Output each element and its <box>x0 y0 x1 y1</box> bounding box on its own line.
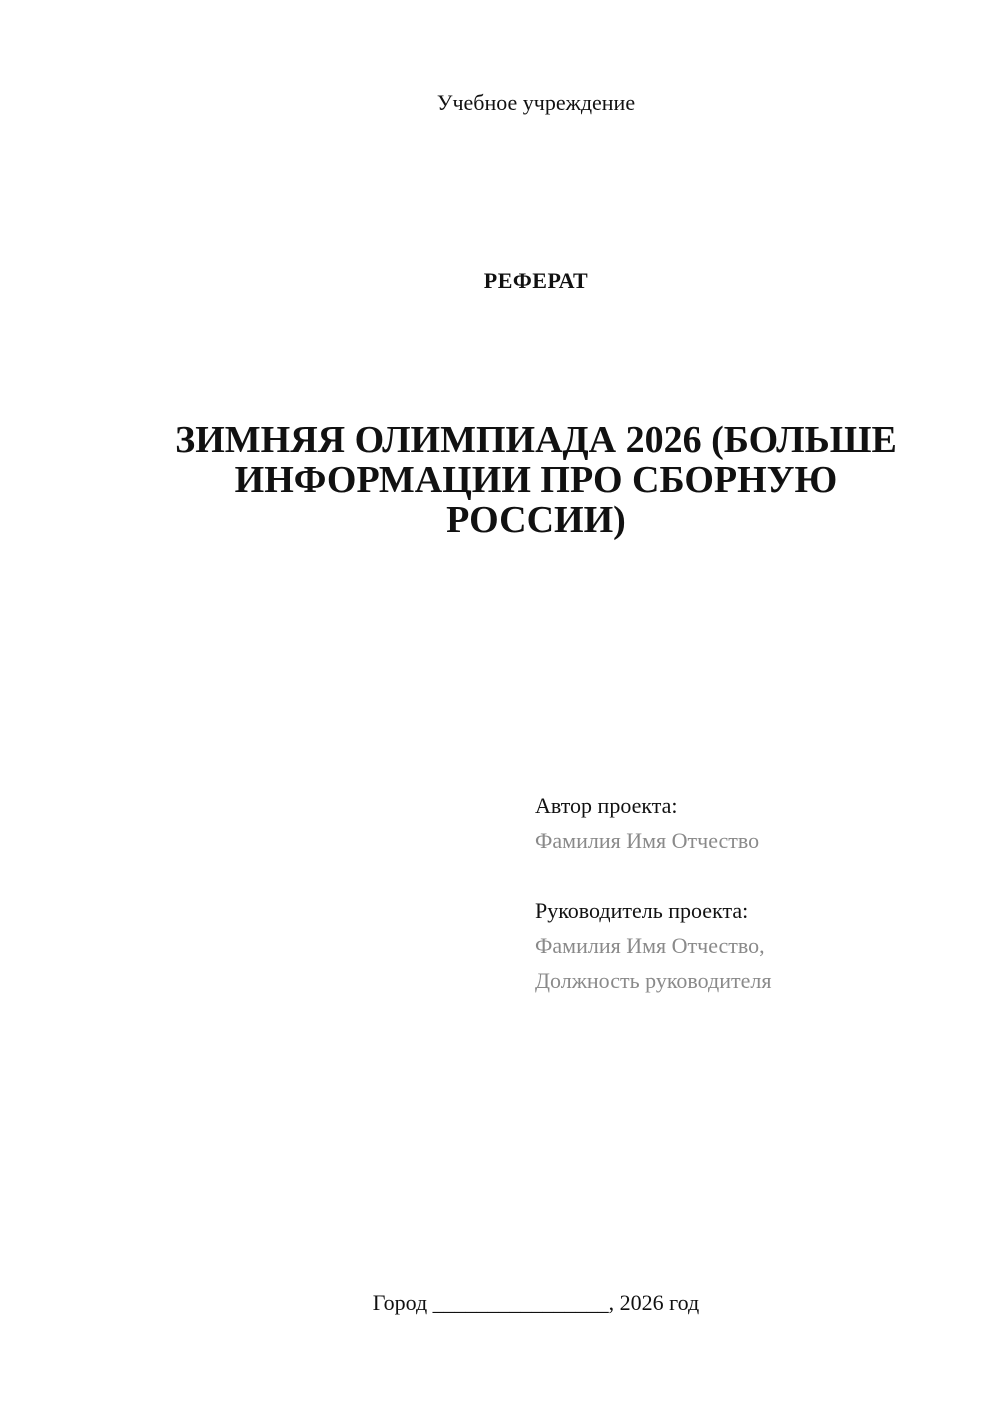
supervisor-name: Фамилия Имя Отчество, <box>535 933 765 958</box>
supervisor-block <box>535 893 975 998</box>
document-title-line: ИНФОРМАЦИИ ПРО СБОРНУЮ <box>234 459 838 501</box>
author-block <box>535 788 975 858</box>
author-label: Автор проекта: <box>535 793 678 818</box>
document-title-line: РОССИИ) <box>446 499 626 541</box>
supervisor-position: Должность руководителя <box>535 968 772 993</box>
document-type: РЕФЕРАТ <box>483 268 589 293</box>
document-title-line: ЗИМНЯЯ ОЛИМПИАДА 2026 (БОЛЬШЕ <box>175 419 897 461</box>
author-name: Фамилия Имя Отчество <box>535 828 760 853</box>
city-year-line: Город ________________, 2026 год <box>372 1290 700 1315</box>
institution-name: Учебное учреждение <box>436 90 636 115</box>
credits-block <box>535 788 975 998</box>
document-title <box>140 420 932 540</box>
supervisor-label: Руководитель проекта: <box>535 898 749 923</box>
